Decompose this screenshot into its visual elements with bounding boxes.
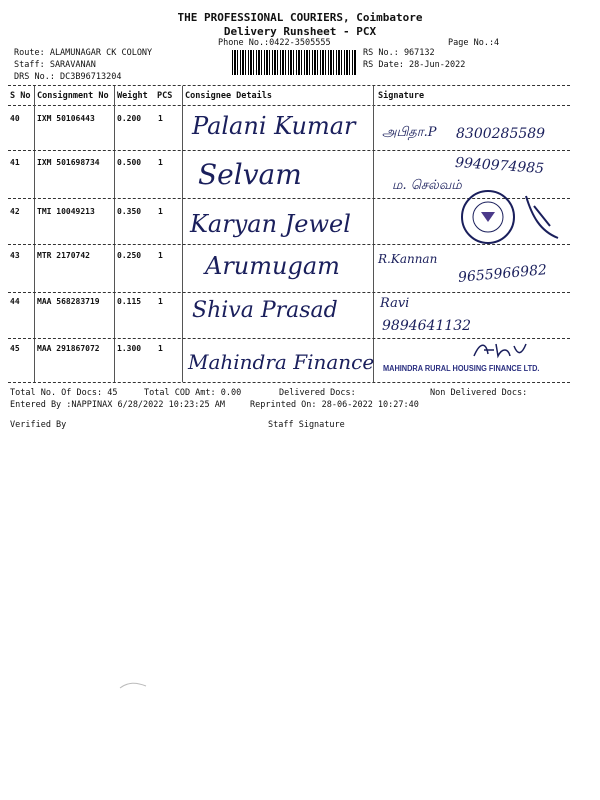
row-pcs: 1 [158,344,163,353]
page-number: Page No.:4 [448,38,500,48]
rs-date: RS Date: 28-Jun-2022 [363,60,466,70]
row-consignment: MAA 568283719 [37,297,100,306]
row-consignment: MAA 291867072 [37,344,100,353]
row-pcs: 1 [158,207,163,216]
rs-number: RS No.: 967132 [363,48,435,58]
divider [8,292,570,293]
divider [8,382,570,383]
row-pcs: 1 [158,251,163,260]
total-cod: Total COD Amt: 0.00 [144,388,242,398]
route: Route: ALAMUNAGAR CK COLONY [14,48,153,58]
divider [8,150,570,151]
staff: Staff: SARAVANAN [14,60,96,70]
col-consignment: Consignment No [37,91,109,101]
kalyan-stamp [448,186,568,248]
divider [8,85,570,86]
signature-phone: 9894641132 [382,318,472,334]
handwritten-signature [470,340,530,360]
document-title: Delivery Runsheet - PCX [223,25,377,38]
row-sno: 45 [10,344,20,353]
divider [8,338,570,339]
row-sno: 43 [10,251,20,260]
consignee-handwritten: Shiva Prasad [192,298,338,323]
signature-name: ம. செல்வம் [392,178,462,193]
col-pcs: PCS [157,91,173,101]
row-weight: 0.500 [117,158,142,167]
signature-name: Ravi [380,296,410,311]
faint-mark [118,678,148,692]
row-consignment: MTR 2170742 [37,251,90,260]
signature-phone: 9940974985 [454,154,545,178]
reprinted-on: Reprinted On: 28-06-2022 10:27:40 [250,400,419,410]
company-title: THE PROFESSIONAL COURIERS, Coimbatore [177,11,423,24]
signature-name: அபிதா.P [382,125,437,140]
row-sno: 40 [10,114,20,123]
row-sno: 44 [10,297,20,306]
row-sno: 42 [10,207,20,216]
row-weight: 0.250 [117,251,142,260]
verified-by: Verified By [10,420,67,430]
row-pcs: 1 [158,297,163,306]
signature-phone: 8300285589 [456,126,546,142]
delivered-docs: Delivered Docs: [279,388,356,398]
signature-name: R.Kannan [378,252,438,266]
row-sno: 41 [10,158,20,167]
consignee-handwritten: Mahindra Finance [188,350,375,374]
mahindra-stamp: MAHINDRA RURAL HOUSING FINANCE LTD. [383,364,540,373]
staff-signature: Staff Signature [268,420,345,430]
col-consignee: Consignee Details [185,91,272,101]
consignee-handwritten: Arumugam [205,252,340,280]
entered-by: Entered By :NAPPINAX 6/28/2022 10:23:25 AM [10,400,225,410]
consignee-handwritten: Selvam [198,158,302,191]
row-consignment: IXM 50106443 [37,114,95,123]
row-weight: 0.350 [117,207,142,216]
col-weight: Weight [117,91,148,101]
divider [8,244,570,245]
consignee-handwritten: Palani Kumar [192,112,356,140]
row-consignment: IXM 501698734 [37,158,100,167]
drs-number: DRS No.: DC3B96713204 [14,72,122,82]
signature-phone: 9655966982 [457,262,548,286]
phone-number: Phone No.:0422-3505555 [218,38,331,48]
row-weight: 1.300 [117,344,142,353]
col-signature: Signature [378,91,425,101]
row-consignment: TMI 10049213 [37,207,95,216]
non-delivered-docs: Non Delivered Docs: [430,388,528,398]
row-pcs: 1 [158,158,163,167]
total-docs: Total No. Of Docs: 45 [10,388,118,398]
row-weight: 0.200 [117,114,142,123]
col-sno: S No [10,91,31,101]
row-pcs: 1 [158,114,163,123]
consignee-handwritten: Karyan Jewel [190,210,351,238]
barcode [232,50,357,75]
divider [8,105,570,106]
row-weight: 0.115 [117,297,142,306]
